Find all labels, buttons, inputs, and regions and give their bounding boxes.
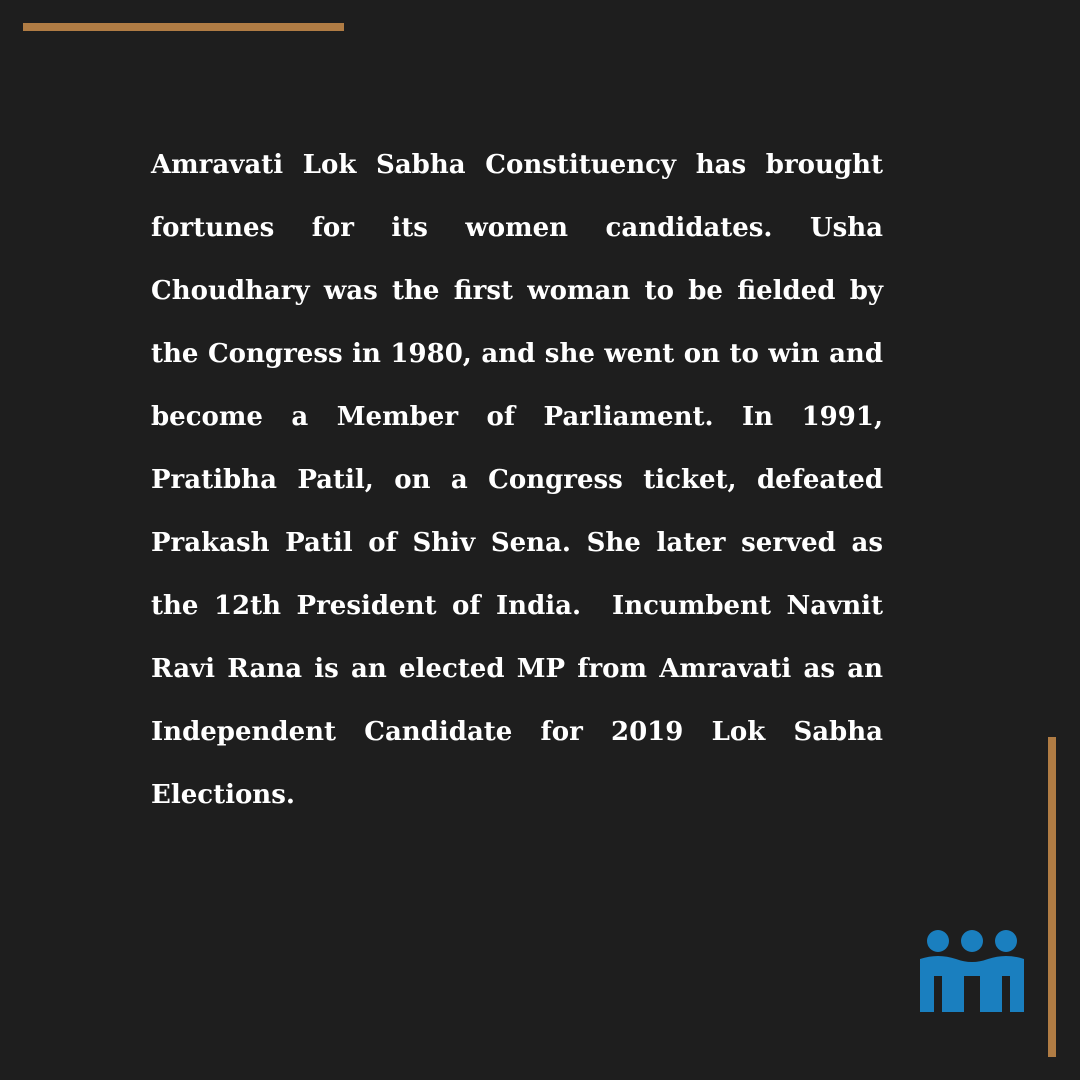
body-paragraph: Amravati Lok Sabha Constituency has brought fortunes for its women candidates. Usha Choudhary was the first woman to be fielded by the Congress in 1980, and she went on to win and become a Member of Parliament. In 1991, Pratibha Patil, on a Congress ticket, defeated Prakash Patil of Shiv Sena. She later served as the 12th President of India. Incumbent Navnit Ravi Rana is an elected MP from Amravati as an Independent Candidate for 2019 Lok Sabha Elections. xyxy=(151,150,893,810)
top-accent-bar xyxy=(23,23,344,31)
right-accent-bar xyxy=(1048,737,1056,1057)
three-people-logo-icon xyxy=(918,928,1026,1014)
